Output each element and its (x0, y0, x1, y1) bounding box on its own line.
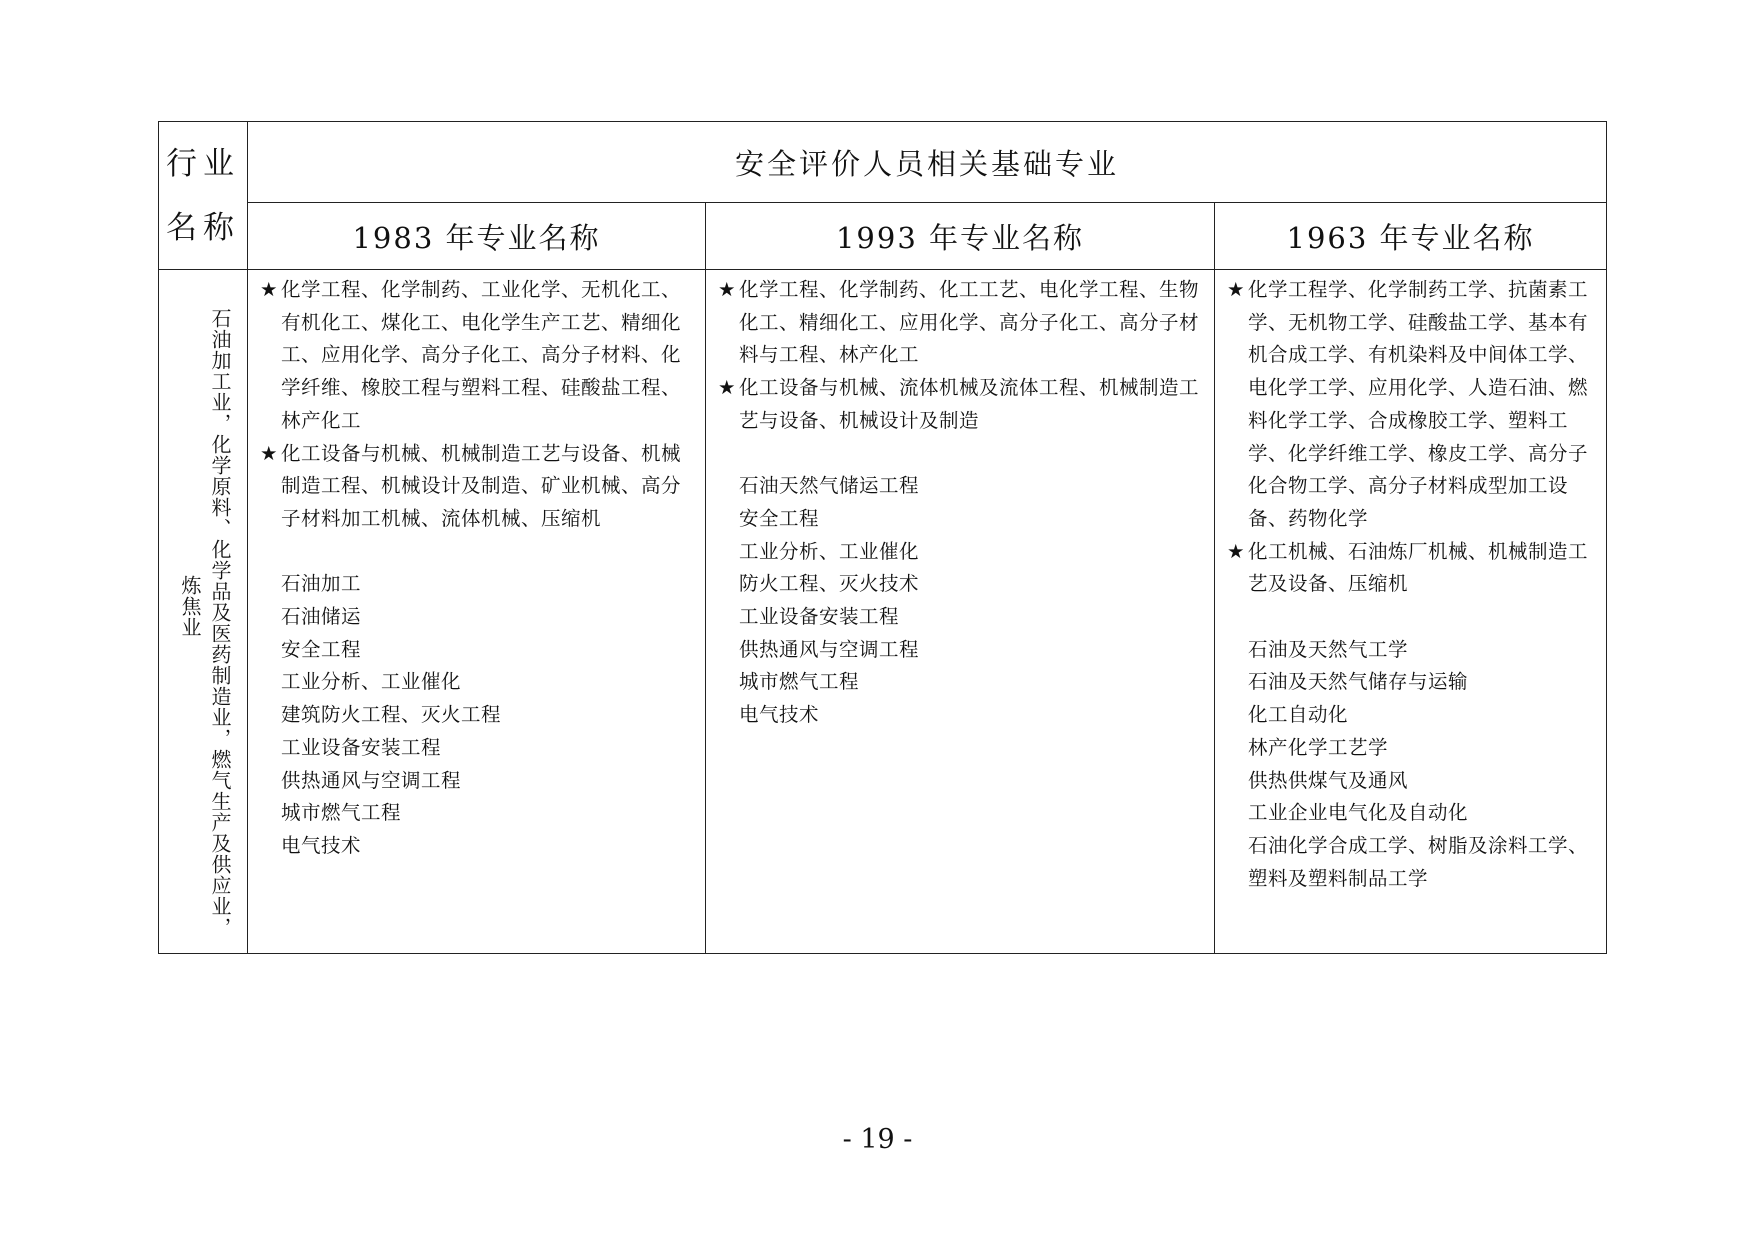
page-number: - 19 - (842, 1124, 913, 1155)
major-item-text: 石油化学合成工学、树脂及涂料工学、塑料及塑料制品工学 (1248, 833, 1589, 890)
major-item (1227, 797, 1596, 830)
major-item (1227, 732, 1596, 765)
major-item (260, 274, 695, 438)
major-item-text: 供热通风与空调工程 (739, 637, 920, 661)
major-item (260, 732, 695, 765)
major-item-text: 供热通风与空调工程 (281, 768, 462, 792)
major-item-text: 安全工程 (281, 637, 362, 661)
major-item-text: 化学工程、化学制药、化工工艺、电化学工程、生物化工、精细化工、应用化学、高分子化工、高分子材料与工程、林产化工 (739, 278, 1200, 367)
major-item-text: 工业设备安装工程 (281, 735, 442, 759)
major-item-text: 化学工程学、化学制药工学、抗菌素工学、无机物工学、硅酸盐工学、基本有机合成工学、有机染料及中间体工学、电化学工学、应用化学、人造石油、燃料化学工学、合成橡胶工学、塑料工学、化学纤维工学、橡皮工学、高分子化合物工学、高分子材料成型加工设备、药物化学 (1248, 278, 1589, 530)
star-mark-icon: ★ (718, 278, 736, 301)
major-item-text: 工业设备安装工程 (739, 605, 900, 629)
major-item (260, 797, 695, 830)
majors-1963-cell (1215, 270, 1607, 954)
major-item-text: 供热供煤气及通风 (1248, 768, 1409, 792)
majors-1983-cell (248, 270, 706, 954)
major-item (1227, 536, 1596, 601)
industry-name-text-b: 炼焦业 (178, 575, 202, 638)
major-item (718, 634, 1204, 667)
industry-name-text-a: 石油加工业，化学原料、化学品及医药制造业，燃气生产及供应业， (208, 308, 232, 938)
major-item (718, 470, 1204, 503)
star-mark-icon: ★ (260, 278, 278, 301)
majors-1993-cell (706, 270, 1215, 954)
star-mark-icon: ★ (1227, 539, 1245, 563)
major-item-text: 化工设备与机械、机械制造工艺与设备、机械制造工程、机械设计及制造、矿业机械、高分子材料加工机械、流体机械、压缩机 (281, 441, 682, 530)
major-item (718, 274, 1204, 372)
col-header-1963: 1963 年专业名称 (1215, 203, 1607, 270)
major-item-text: 石油及天然气储存与运输 (1248, 670, 1469, 694)
majors-1993-list (706, 270, 1214, 732)
col-header-1983: 1983 年专业名称 (248, 203, 706, 270)
major-item (718, 503, 1204, 536)
major-item-text: 石油加工 (281, 572, 362, 596)
major-item-text: 石油储运 (281, 605, 362, 629)
major-item-text: 建筑防火工程、灭火工程 (281, 703, 502, 727)
star-mark-icon: ★ (1227, 278, 1245, 301)
major-item (260, 699, 695, 732)
industry-name-cell (159, 270, 248, 954)
major-item-text: 工业企业电气化及自动化 (1248, 801, 1469, 825)
major-item-text: 林产化学工艺学 (1248, 735, 1389, 759)
major-item-text: 石油天然气储运工程 (739, 474, 920, 498)
major-item-text: 化工自动化 (1248, 703, 1349, 727)
major-item (1227, 830, 1596, 895)
major-item (718, 372, 1204, 437)
majors-1983-list (248, 270, 705, 863)
major-item (1227, 274, 1596, 536)
major-item (718, 666, 1204, 699)
major-item (260, 438, 695, 536)
major-item-text: 电气技术 (739, 703, 820, 727)
industry-header-line2: 名称 (166, 209, 240, 246)
major-item (260, 634, 695, 667)
major-item (718, 699, 1204, 732)
major-item-text: 电气技术 (281, 833, 362, 857)
major-item (1227, 765, 1596, 798)
major-item (260, 666, 695, 699)
major-item (1227, 666, 1596, 699)
star-mark-icon: ★ (718, 376, 736, 400)
major-item (718, 568, 1204, 601)
major-item (260, 830, 695, 863)
major-item (1227, 699, 1596, 732)
major-item (718, 601, 1204, 634)
major-item-text: 工业分析、工业催化 (281, 670, 462, 694)
major-item-text: 防火工程、灭火技术 (739, 572, 920, 596)
major-item (1227, 634, 1596, 667)
col-header-1993: 1993 年专业名称 (706, 203, 1215, 270)
majors-1963-list (1215, 270, 1606, 895)
major-item-text: 化学工程、化学制药、工业化学、无机化工、有机化工、煤化工、电化学生产工艺、精细化工、应用化学、高分子化工、高分子材料、化学纤维、橡胶工程与塑料工程、硅酸盐工程、林产化工 (281, 278, 682, 432)
major-item-text: 石油及天然气工学 (1248, 637, 1409, 661)
industry-header-line1: 行业 (166, 145, 240, 182)
major-item-text: 化工机械、石油炼厂机械、机械制造工艺及设备、压缩机 (1248, 539, 1589, 596)
major-item (260, 568, 695, 601)
major-item-text: 工业分析、工业催化 (739, 539, 920, 563)
major-item-text: 化工设备与机械、流体机械及流体工程、机械制造工艺与设备、机械设计及制造 (739, 376, 1200, 432)
major-item (260, 765, 695, 798)
major-item-text: 安全工程 (739, 506, 820, 530)
major-item-text: 城市燃气工程 (739, 670, 860, 694)
major-table (158, 121, 1607, 954)
star-mark-icon: ★ (260, 441, 278, 465)
main-title-cell: 安全评价人员相关基础专业 (248, 122, 1607, 203)
major-item-text: 城市燃气工程 (281, 801, 402, 825)
industry-header-cell (159, 122, 248, 270)
major-item (260, 601, 695, 634)
major-item (718, 536, 1204, 569)
